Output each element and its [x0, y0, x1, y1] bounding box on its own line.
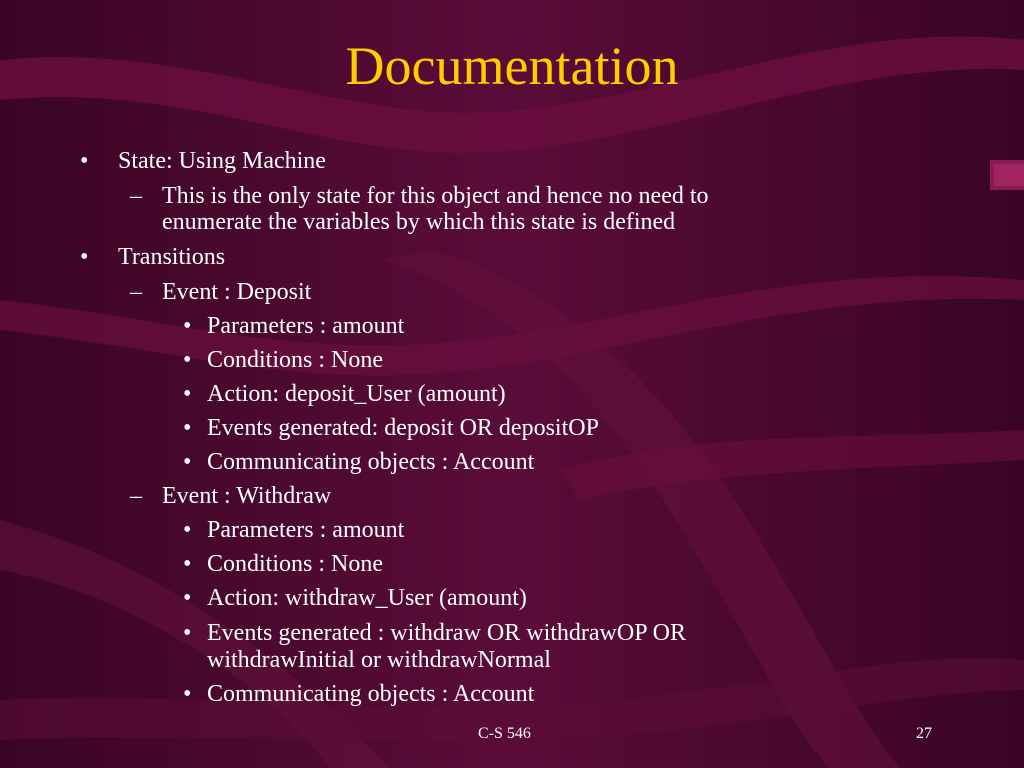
bullet-marker: • — [183, 681, 192, 707]
state-note-line1: This is the only state for this object and hence no need to — [162, 183, 709, 209]
bullet-marker: • — [183, 517, 192, 543]
state-note-line2: enumerate the variables by which this state is defined — [162, 209, 676, 235]
deposit-conditions: Conditions : None — [207, 347, 384, 373]
deposit-parameters: Parameters : amount — [207, 313, 405, 339]
slide-number: 27 — [916, 725, 932, 742]
withdraw-parameters: Parameters : amount — [207, 517, 405, 543]
bullet-marker: • — [80, 244, 89, 270]
bullet-marker: • — [183, 620, 192, 646]
deposit-events: Events generated: deposit OR depositOP — [207, 415, 599, 441]
bullet-marker: • — [183, 347, 192, 373]
event-deposit: Event : Deposit — [162, 279, 312, 305]
bullet-marker: • — [183, 313, 192, 339]
dash-marker: – — [130, 483, 142, 509]
footer-course: C-S 546 — [478, 725, 531, 742]
withdraw-comm: Communicating objects : Account — [207, 681, 535, 707]
event-withdraw: Event : Withdraw — [162, 483, 332, 509]
bullet-state: State: Using Machine — [118, 148, 326, 174]
withdraw-events-line1: Events generated : withdraw OR withdrawOP OR — [207, 620, 687, 646]
bullet-marker: • — [183, 585, 192, 611]
bullet-marker: • — [183, 381, 192, 407]
deposit-action: Action: deposit_User (amount) — [207, 381, 506, 407]
withdraw-action: Action: withdraw_User (amount) — [207, 585, 527, 611]
slide-title: Documentation — [345, 36, 679, 96]
bullet-marker: • — [183, 551, 192, 577]
deposit-comm: Communicating objects : Account — [207, 449, 535, 475]
bullet-marker: • — [183, 415, 192, 441]
withdraw-conditions: Conditions : None — [207, 551, 384, 577]
bullet-marker: • — [80, 148, 89, 174]
bullet-marker: • — [183, 449, 192, 475]
bullet-transitions: Transitions — [118, 244, 226, 270]
dash-marker: – — [130, 279, 142, 305]
withdraw-events-line2: withdrawInitial or withdrawNormal — [207, 647, 551, 673]
dash-marker: – — [130, 183, 142, 209]
